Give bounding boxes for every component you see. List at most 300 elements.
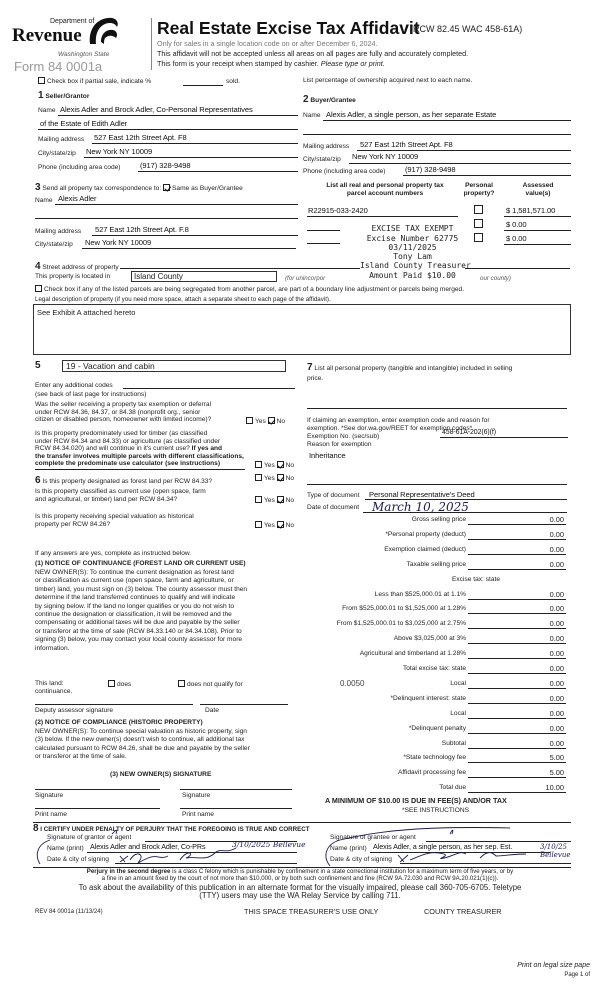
no-label: No [285,522,295,529]
tax-row-label: Total due [439,784,466,792]
corr-name-line [55,204,298,205]
corr-name-label: Name [35,197,53,204]
parcel-col-header-2: parcel account numbers [346,189,424,197]
tax-row-value[interactable]: 0.00 [549,604,564,614]
tax-row-value[interactable]: 0.00 [549,559,564,569]
tax-row-line [468,599,566,600]
does-not-checkbox[interactable] [178,680,185,687]
timber-question [35,430,244,468]
tax-row [300,725,570,735]
tax-row [300,561,570,571]
notice-line: compensating or additional taxes will be due and payable by the seller [35,619,240,627]
tax-row-line [468,762,566,763]
personal-property-label [307,362,512,374]
see-instructions-note: *SEE INSTRUCTIONS [402,807,470,814]
no-label: No [285,475,295,482]
segregation-row [35,285,464,294]
corr-mail-label: Mailing address [35,228,82,235]
personal-property-checkbox-1[interactable] [474,205,483,214]
assessed-col-header-1: Assessed [522,182,554,189]
timber-yes-no [255,461,294,470]
does-not-option [178,680,243,689]
additional-codes-label: Enter any additional codes [35,382,113,389]
parcel-col-header [310,182,460,197]
tax-row [300,650,570,660]
forest-question [35,475,212,487]
deputy-date-label: Date [205,707,219,714]
new-owner-signature-heading: (3) NEW OWNER(S) SIGNATURE [110,771,212,778]
forest-yes-no [255,474,294,483]
stamp-treasurer-name: Tony Lam [393,252,432,261]
section-number: 7 [307,362,313,373]
notice-line: timber) land, you must sign on (3) below. The county assessor must then [35,585,248,593]
signature-label-1: Signature [35,792,64,799]
q-line: citizen or disabled person, homeowner with limited income)? [35,416,212,424]
same-as-buyer-checkbox[interactable] [163,184,170,191]
buyer-name-field[interactable]: Alexis Adler, a single person, as her separate Estate [326,110,497,119]
tax-row-label: Gross selling price [411,516,466,523]
land-use-code-field[interactable]: 19 - Vacation and cabin [62,360,286,372]
corr-mail-line [92,235,298,236]
tax-row-label: Local [450,679,466,687]
seller-heading-label: Seller/Grantor [45,93,90,100]
deputy-signature-label: Deputy assessor signature [35,707,114,714]
tax-row-label: From $525,000.01 to $1,525,000 at 1.28% [342,605,466,613]
tax-row-label: *Delinquent penalty [408,724,466,732]
tax-row-value[interactable]: 0.00 [549,678,564,688]
tax-row-value[interactable]: 0.00 [549,589,564,599]
print-name-line-2[interactable] [180,808,292,809]
tax-row-label: Total excise tax: state [402,665,466,672]
yes-checkbox[interactable] [255,521,262,528]
seller-mail-field[interactable]: 527 East 12th Street Apt. F8 [94,133,187,142]
yes-label: Yes [264,497,275,504]
tax-row-value[interactable]: 0.00 [549,649,564,659]
tax-row [300,680,570,690]
grantee-signature-icon [290,822,580,868]
q-line: under RCW 84.36, 84.37, or 84.38 (nonprofit org., senior [35,408,201,416]
stamp-date: 03/11/2025 [388,243,437,252]
q-line: RCW 84.34.020) and will continue in it's current use? [35,445,190,453]
yes-label: Yes [264,462,275,469]
same-as-buyer-label: Same as Buyer/Grantee [172,185,243,192]
tax-row-line [468,673,566,674]
this-land-label: This land: [35,680,64,687]
timber-underline [35,469,245,470]
notice-compliance-text [35,728,250,762]
header-divider [151,18,152,70]
stamp-treasurer-title: Island County Treasurer [360,261,471,270]
page-number: Page 1 of [564,972,590,978]
seller-name-line [58,115,298,116]
tax-row [300,695,570,705]
grantor-signature-label: Signature of grantor or agent [47,834,132,841]
tax-row-label: Agricultural and timberland at 1.28% [359,650,466,658]
legal-desc-label: Legal description of property (if you need more space, attach a separate sheet to each page of the affidavit). [35,296,331,303]
receipt-note: This form is your receipt when stamped by cashier. [157,59,321,68]
personal-property-label-text: List all personal property (tangible and intangible) included in selling [314,365,513,372]
tax-row-line [468,539,566,540]
seller-phone-line [138,171,298,172]
tax-row-label: *Delinquent interest: state [390,694,466,702]
tax-row [300,620,570,630]
street-address-label-text: Street address of property [42,264,119,271]
current-use-yes-no [255,496,294,505]
washington-state-label: Washington State [58,51,110,58]
tax-row-line [468,792,566,793]
revenue-logo-text: Revenue [12,25,82,46]
q-line: Is this property receiving special valuation as historical [35,513,194,520]
street-address-label [35,261,119,273]
print-name-label-1: Print name [35,811,67,818]
tax-row-value[interactable]: 0.00 [549,664,564,673]
tax-row [300,531,570,541]
header-note-1: Only for sales in a single location code on or after December 6, 2024. [157,39,378,48]
doc-date-label: Date of document [307,504,360,511]
reason-line [307,484,567,485]
sold-label: sold. [226,78,240,85]
tax-row-line [468,628,566,629]
tax-row-value[interactable]: 0.00 [549,723,564,733]
notice-continuance-text [35,569,247,653]
q-line: Was the seller receiving a property tax exemption or deferral [35,401,212,408]
correspondence-label: Send all property tax correspondence to: [42,185,162,192]
forest-question-text: Is this property designated as forest land per RCW 84.33? [42,478,213,485]
exemption-no-field[interactable]: 458-61A-202(6)(f) [442,429,496,436]
corr-name-field[interactable]: Alexis Adler [58,194,97,203]
seller-mail-line [92,143,298,144]
segregation-checkbox[interactable] [35,285,42,292]
q-line: under RCW 84.34 and 84.33) or agriculture (as classified under [35,437,221,445]
buyer-heading [303,94,356,106]
tax-row-label: Less than $525,000.01 at 1.1% [374,590,466,598]
buyer-phone-label: Phone (including area code) [303,168,386,175]
tax-row-line [468,688,566,689]
page-title: Real Estate Excise Tax Affidavit [157,18,420,38]
stamp-amount-paid: Amount Paid $10.00 [350,271,475,280]
tax-row-line [468,718,566,719]
see-back-note: (see back of last page for instructions) [35,391,147,398]
corr-city-label: City/state/zip [35,241,73,248]
correspondence-row [35,182,243,194]
assessed-value-field-1[interactable]: $ 1,581,571.00 [506,206,556,215]
seller-name-field[interactable]: Alexis Adler and Brock Adler, Co-Personal Representatives [60,105,253,114]
no-checkbox[interactable] [268,417,275,424]
tax-row-line [468,748,566,749]
tax-row [300,546,570,556]
segregation-label: Check box if any of the listed parcels are being segregated from another parcel, are part of a boundary line adjustment or parcels being merged. [44,286,465,293]
notice-line: or transferor at the time of sale (RCW 84.33.140 or 84.34.108). Prior to [35,627,242,635]
tax-row-value[interactable]: 0.00 [549,708,564,718]
assessed-col-header-2: value(s) [525,189,551,197]
assessed-line-3 [504,244,571,245]
corr-city-field[interactable]: New York NY 10009 [85,238,152,247]
dept-of-label: Department of [50,18,95,25]
grantee-name-field[interactable]: Alexis Adler, a single person, as her sep. Est. [373,842,513,851]
tax-row-value[interactable]: 0.00 [549,693,564,703]
partial-sale-row [38,77,151,86]
notice-line: continue the designation or classification, it will be removed and the [35,611,232,619]
personal-col-header [460,182,498,197]
seller-phone-label: Phone (including area code) [38,164,121,171]
stamp-excise-number: Excise Number 62775 [366,234,459,243]
yes-label: Yes [255,418,266,425]
doc-type-field[interactable]: Personal Representative's Deed [369,490,475,499]
tax-row [300,576,570,586]
assessed-line-1 [504,216,571,217]
tax-row [300,635,570,645]
corr-name-line-2[interactable] [35,218,298,219]
does-checkbox[interactable] [108,680,115,687]
notice-line: NEW OWNER(S): To continue special valuation as historic property, sign [35,728,247,735]
historical-yes-no [255,521,294,530]
deputy-signature-line[interactable] [35,704,193,705]
personal-col-header-1: Personal [465,182,493,189]
grantor-date-handwritten: 3/10/2025 Bellevue [232,840,306,849]
does-label: does [117,681,132,688]
seller-name-line-2 [38,129,298,130]
tax-row [300,710,570,720]
county-field[interactable]: Island County [131,271,277,282]
partial-sale-checkbox[interactable] [38,77,45,84]
header-note-2: This affidavit will not be accepted unless all areas on all pages are fully and accurately completed. [157,49,469,58]
exemption-note-2: exemption. *See dor.wa.gov/REET for exemption codes* [307,425,473,432]
stamp-exempt: EXCISE TAX EXEMPT [371,224,454,233]
tax-row-label: Exemption claimed (deduct) [384,545,466,553]
section-number: 2 [303,94,309,105]
no-checkbox[interactable] [277,521,284,528]
reason-label: Reason for exemption [307,441,372,448]
partial-sale-percent-field[interactable] [183,85,223,86]
buyer-name-label: Name [303,112,321,119]
perjury-note-1 [0,868,600,875]
buyer-city-label: City/state/zip [303,156,341,163]
grantee-date-label: Date & city of signing [330,856,392,863]
tax-row-label: Affidavit processing fee [397,769,466,777]
historical-question [35,513,194,528]
tax-row-value[interactable]: 0.00 [549,634,564,644]
exemption-no-line [440,437,568,438]
no-label: No [285,462,295,469]
tax-row-line [468,777,566,778]
header-note-3 [157,60,385,68]
dor-logo-icon [86,14,120,46]
does-option [108,680,131,689]
unincorporated-note-b: our county) [480,275,511,282]
exemption-no-label: Exemption No. (sec/sub) [307,433,380,440]
notice-line: determine if the land transferred continues to qualify and will indicate [35,594,236,602]
tax-row-label: Local [450,709,466,717]
tax-row-value[interactable]: 5.00 [549,753,564,763]
grantor-name-field[interactable]: Alexis Adler and Brock Adler, Co-PRs [90,842,206,851]
assessed-value-field-3[interactable]: $ 0.00 [506,234,527,243]
notice-line: by signing below. If the land no longer qualifies or you do not wish to [35,602,235,610]
seller-heading [38,90,89,102]
section-number: 6 [35,475,41,486]
seller-city-label: City/state/zip [38,150,76,157]
treasurer-use-label: THIS SPACE TREASURER'S USE ONLY [244,907,379,916]
seller-city-line [84,157,298,158]
buyer-city-field[interactable]: New York NY 10009 [352,152,419,161]
parcel-col-header-1: List all real and personal property tax [326,182,444,189]
tax-row [300,516,570,526]
q-line: property per RCW 84.26? [35,520,111,528]
section-number: 1 [38,90,44,101]
tax-row-value[interactable]: 10.00 [545,783,564,793]
tax-row-value[interactable]: 0.00 [549,738,564,748]
personal-property-field[interactable] [307,408,567,409]
buyer-mail-line [357,150,571,151]
owner-signature-line-2[interactable] [180,789,292,790]
section-number: 8 [33,823,39,834]
tax-row-value[interactable]: 0.00 [549,544,564,554]
grantor-name-label: Name (print) [47,845,84,852]
buyer-name-line [323,120,571,121]
doc-date-field[interactable]: March 10, 2025 [372,500,469,514]
tax-row-line [468,554,566,555]
yes-checkbox[interactable] [255,474,262,481]
tax-row-label: From $1,525,000.01 to $3,025,000 at 2.75% [336,620,466,628]
street-address-line-2 [465,268,570,269]
notice-compliance-heading: (2) NOTICE OF COMPLIANCE (HISTORIC PROPERTY) [35,719,203,726]
corr-mail-field[interactable]: 527 East 12th Street Apt. F.8 [95,225,189,234]
q-line: Is this property classified as current use (open space, farm [35,488,206,495]
no-label: No [285,497,295,504]
tax-row-label: *Personal property (deduct) [385,530,466,538]
additional-codes-field[interactable] [123,388,295,389]
title-citation: (RCW 82.45 WAC 458-61A) [410,24,523,34]
seller-phone-field[interactable]: (917) 328-9498 [140,161,191,170]
buyer-phone-line [403,175,571,176]
grantee-date-handwritten: 3/10/25 Bellevue [540,843,571,859]
yes-label: Yes [264,475,275,482]
grantor-date-label: Date & city of signing [47,856,109,863]
tax-row-line [468,703,566,704]
yes-checkbox[interactable] [255,496,262,503]
local-rate-value: 0.0050 [340,678,365,688]
no-checkbox[interactable] [277,461,284,468]
grantor-signature-icon [30,822,300,868]
alternate-format-note-2: (TTY) users may use the WA Relay Service by calling 711. [199,891,401,900]
tax-row [300,740,570,750]
exemption-question [35,401,211,424]
notice-continuance-heading: (1) NOTICE OF CONTINUANCE (FOREST LAND OR CURRENT USE) [35,560,246,567]
buyer-city-line [349,163,571,164]
tax-row-value[interactable]: 5.00 [549,768,564,778]
tax-row-line [468,643,566,644]
yes-checkbox[interactable] [246,417,253,424]
exemption-yes-no [246,417,285,426]
no-checkbox[interactable] [277,474,284,481]
form-number: Form 84 0001a [14,59,103,74]
exemption-note-1: If claiming an exemption, enter exemption code and reason for [307,417,490,424]
notice-line: signing (3) below, you may contact your local county assessor for more [35,636,243,644]
tax-row-line [468,733,566,734]
tax-row-label: Taxable selling price [406,560,466,568]
tax-row [300,769,570,779]
current-use-question [35,488,206,503]
grantee-name-label: Name (print) [330,845,367,852]
tax-row-line [468,524,566,525]
buyer-mail-field[interactable]: 527 East 12th Street Apt. F8 [360,140,453,149]
price-label: price. [307,375,324,382]
tax-row-value[interactable]: 0.00 [549,619,564,629]
tax-row-label: Excise tax: state [451,575,500,583]
county-treasurer-label: COUNTY TREASURER [424,907,502,916]
notice-line: NEW OWNER(S): To continue the current designation as forest land [35,569,234,576]
parcel-number-field[interactable]: R22915-033-2420 [308,206,368,215]
print-name-label-2: Print name [182,811,214,818]
no-checkbox[interactable] [277,496,284,503]
alternate-format-note-1: To ask about the availability of this publication in an alternate format for the visually impaired, please call 360-705-6705. Teletype [78,883,522,892]
section-number: 4 [35,261,41,272]
seller-city-field[interactable]: New York NY 10009 [86,147,153,156]
assessed-col-header [505,182,571,197]
tax-row-label: Subtotal [441,739,466,747]
buyer-name-line-2[interactable] [303,134,571,135]
certify-text: I CERTIFY UNDER PENALTY OF PERJURY THAT THE FOREGOING IS TRUE AND CORRECT [40,826,310,833]
buyer-heading-label: Buyer/Grantee [310,97,356,104]
deputy-date-line[interactable] [200,704,288,705]
q-bold-line: the transfer involves multiple parcels with different classifications, [35,452,244,460]
no-label: No [276,418,286,425]
tax-row-line [468,569,566,570]
tax-row [300,784,570,794]
section-number: 3 [35,182,41,193]
tax-row [300,591,570,601]
q-bold: If yes and [191,445,223,453]
located-label: This property is located in [35,273,111,280]
notice-line: or classification as current use (open space, farm and agriculture, or [35,577,234,585]
q-line: Is this property predominately used for timber (as classified [35,430,208,437]
assessed-value-field-2[interactable]: $ 0.00 [506,220,527,229]
reason-field[interactable]: Inheritance [309,451,346,460]
legal-description-field[interactable]: See Exhibit A attached hereto [33,304,571,355]
rev-number: REV 84 0001a (11/13/24) [35,909,103,915]
print-name-line-1[interactable] [35,808,160,809]
grantee-signature-label: Signature of grantee or agent [330,834,416,841]
tax-row [300,665,570,675]
notice-line: (3) below. If the new owner(s) doesn't wish to continue, all additional tax [35,736,245,744]
tax-row-value[interactable]: 0.00 [549,529,564,539]
if-yes-note: If any answers are yes, complete as instructed below. [35,550,192,557]
does-not-label: does not qualify for [187,681,243,688]
type-or-print-note: Please type or print. [320,59,385,68]
corr-city-line [82,248,296,249]
seller-name-field-2[interactable]: of the Estate of Edith Adler [40,119,128,128]
notice-line: information. [35,644,70,652]
owner-signature-line-1[interactable] [35,789,160,790]
doc-type-label: Type of document [307,492,360,499]
legal-size-note: Print on legal size pape [517,962,590,969]
tax-row-value[interactable]: 0.00 [549,515,564,524]
q-line: and agricultural, or timber) land per RCW 84.34? [35,495,178,503]
yes-checkbox[interactable] [255,461,262,468]
assessed-line-2 [504,230,571,231]
ownership-note: List percentage of ownership acquired next to each name. [303,77,473,84]
tax-row-label: *State technology fee [403,754,466,762]
minimum-due-note: A MINIMUM OF $10.00 IS DUE IN FEE(S) AND/OR TAX [325,796,507,805]
tax-row-line [468,613,566,614]
perjury-note-2: a fine in an amount fixed by the court of not more than $10,000, or by both such confinement and fine (RCW 9A.72.030 and RCW 9A.20.021(1)(c)). [101,875,499,882]
tax-row [300,605,570,615]
buyer-phone-field[interactable]: (917) 328-9498 [405,165,456,174]
personal-col-header-2: property? [463,189,495,197]
signature-label-2: Signature [182,792,211,799]
buyer-mail-label: Mailing address [303,143,350,150]
partial-sale-label: Check box if partial sale, indicate % [47,78,152,85]
street-address-line[interactable] [120,268,360,269]
